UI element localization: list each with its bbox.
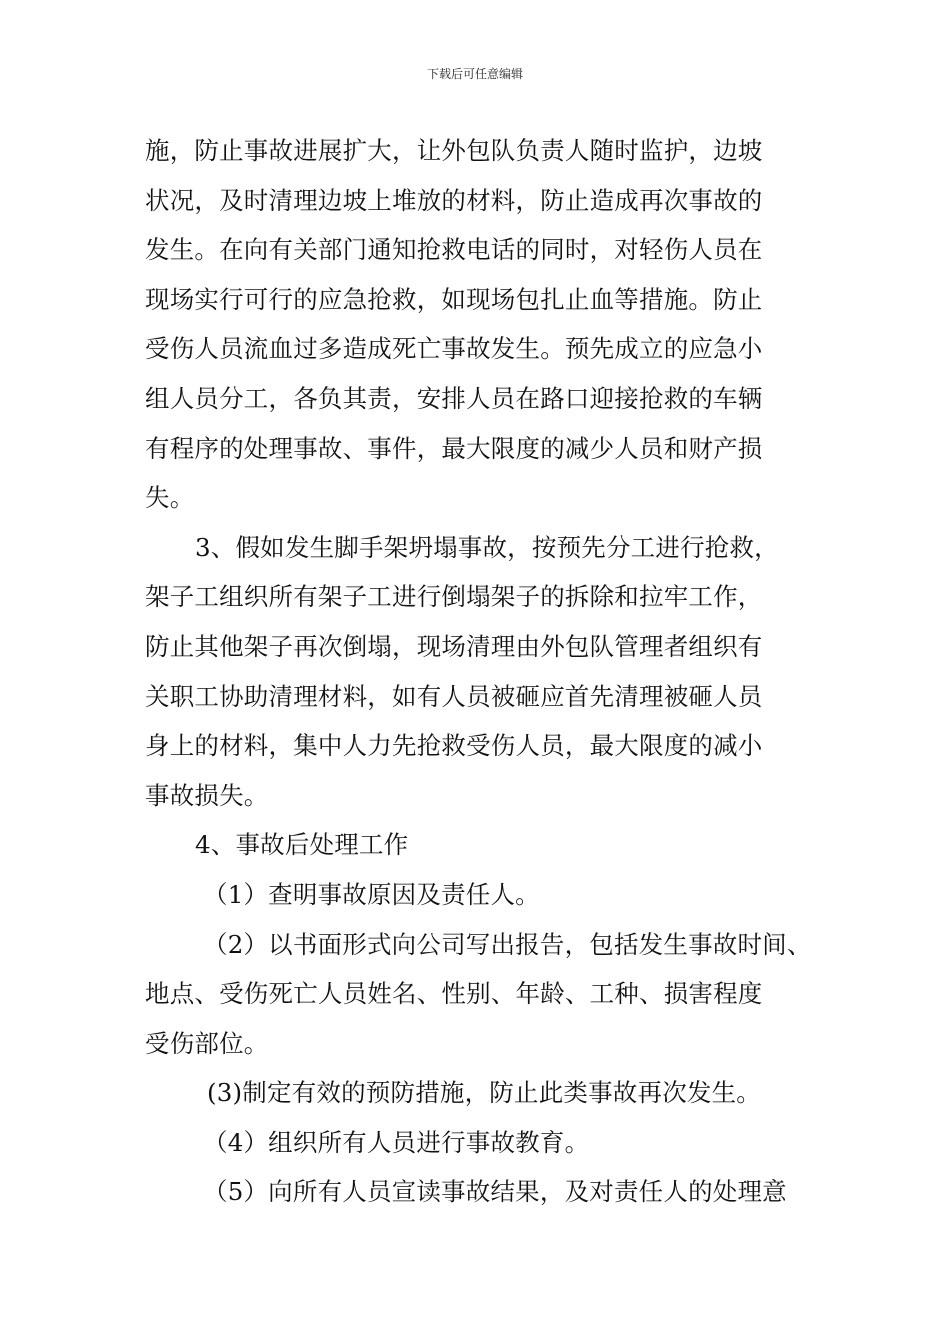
paragraph-line: 身上的材料，集中人力先抢救受伤人员，最大限度的减小 <box>145 731 763 761</box>
paragraph-line: 现场实行可行的应急抢救，如现场包扎止血等措施。防止 <box>145 284 763 314</box>
paragraph-line: 受伤人员流血过多造成死亡事故发生。预先成立的应急小 <box>145 334 763 364</box>
paragraph-line: 有程序的处理事故、事件，最大限度的减少人员和财产损 <box>145 433 763 463</box>
paragraph-line: 发生。在向有关部门通知抢救电话的同时，对轻伤人员在 <box>145 235 763 265</box>
paragraph-line: 地点、受伤死亡人员姓名、性别、年龄、工种、损害程度 <box>145 979 763 1009</box>
list-item-4: （4）组织所有人员进行事故教育。 <box>203 1127 590 1157</box>
paragraph-line: 防止其他架子再次倒塌，现场清理由外包队管理者组织有 <box>145 631 763 661</box>
paragraph-line: 关职工协助清理材料，如有人员被砸应首先清理被砸人员 <box>145 681 763 711</box>
list-item-1: （1）查明事故原因及责任人。 <box>203 879 540 909</box>
paragraph-line: 状况，及时清理边坡上堆放的材料，防止造成再次事故的 <box>145 185 763 215</box>
paragraph-line: 事故损失。 <box>145 780 269 810</box>
page-header: 下载后可任意编辑 <box>426 67 523 81</box>
paragraph-line: 组人员分工，各负其责，安排人员在路口迎接抢救的车辆 <box>145 383 763 413</box>
section-3-heading-line: 3、假如发生脚手架坍塌事故，按预先分工进行抢救， <box>195 532 779 562</box>
paragraph-line: 失。 <box>145 483 195 513</box>
paragraph-line: 施，防止事故进展扩大，让外包队负责人随时监护，边坡 <box>145 136 763 165</box>
document-body <box>145 126 815 1217</box>
list-item-2: （2）以书面形式向公司写出报告，包括发生事故时间、 <box>203 929 812 959</box>
paragraph-line: 受伤部位。 <box>145 1028 269 1058</box>
list-item-3: (3)制定有效的预防措施，防止此类事故再次发生。 <box>207 1078 762 1108</box>
section-4-heading: 4、事故后处理工作 <box>195 830 409 860</box>
paragraph-line: 架子工组织所有架子工进行倒塌架子的拆除和拉牢工作， <box>145 582 763 612</box>
list-item-5: （5）向所有人员宣读事故结果，及对责任人的处理意 <box>203 1177 787 1207</box>
